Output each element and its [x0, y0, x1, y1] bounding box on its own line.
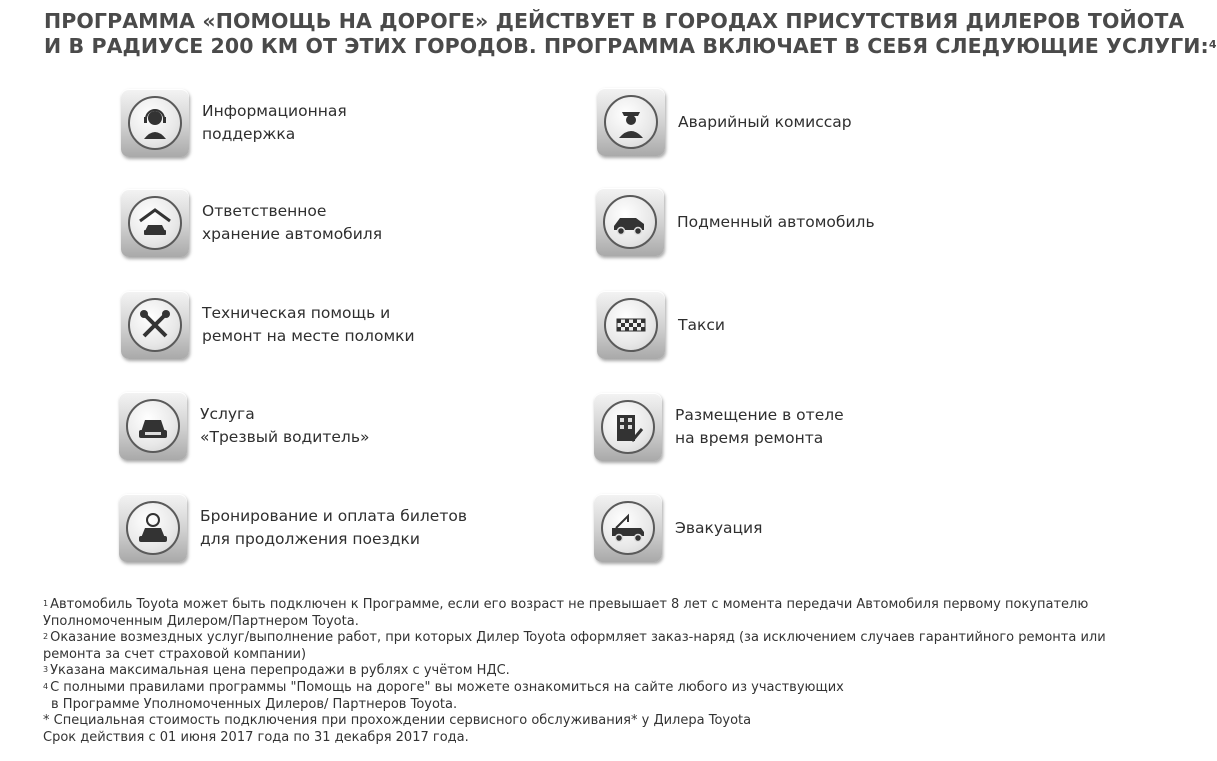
car-garage-icon — [121, 189, 189, 257]
service-label-line1: Услуга — [200, 405, 255, 423]
service-label-line2: поддержка — [202, 125, 296, 143]
service-label — [202, 200, 382, 246]
service-info-support — [121, 89, 347, 157]
tow-truck-icon — [594, 494, 662, 562]
footnote-text: Автомобиль Toyota может быть подключен к Программе, если его возраст не превышает 8 лет с момента передачи Автомобиля первому покупателю — [50, 597, 1089, 612]
service-label-line2: хранение автомобиля — [202, 225, 383, 243]
service-label — [678, 111, 852, 134]
service-taxi — [597, 291, 725, 359]
service-label-line1: Такси — [678, 315, 725, 334]
hotel-building-icon — [594, 393, 662, 461]
service-hotel — [594, 393, 844, 461]
heading-line-1: ПРОГРАММА «ПОМОЩЬ НА ДОРОГЕ» ДЕЙСТВУЕТ В ГОРОДАХ ПРИСУТСТВИЯ ДИЛЕРОВ ТОЙОТА — [44, 9, 1185, 33]
footnote-4-cont: в Программе Уполномоченных Дилеров/ Партнеров Toyota. — [51, 696, 458, 712]
car-front-icon — [119, 392, 187, 460]
service-label — [200, 403, 369, 449]
taxi-checker-icon — [597, 291, 665, 359]
service-label-line1: Бронирование и оплата билетов — [200, 507, 467, 525]
footnote-text: Оказание возмездных услуг/выполнение работ, при которых Дилер Toyota оформляет заказ-наряд (за исключением случаев гарантийного ремонта или — [50, 630, 1106, 646]
headset-operator-icon — [121, 89, 189, 157]
footnote-text: С полными правилами программы "Помощь на дороге" вы можете ознакомиться на сайте любого из участвующих — [50, 679, 844, 695]
service-evacuation — [594, 494, 762, 562]
footnote-star: * Специальная стоимость подключения при прохождении сервисного обслуживания* у Дилера Toyota — [43, 713, 752, 729]
service-label — [678, 314, 725, 337]
footnote-marker: 3 — [43, 665, 49, 675]
service-storage — [121, 189, 382, 257]
service-label — [675, 404, 844, 450]
heading-line-2 — [44, 34, 1217, 59]
service-label-line2: на время ремонта — [675, 429, 824, 447]
footnote-2-cont: ремонта за счет страховой компании) — [43, 646, 307, 662]
service-label-line2: «Трезвый водитель» — [200, 428, 370, 446]
footnote-marker: 1 — [43, 599, 49, 608]
footnote-3 — [43, 663, 1103, 680]
footnote-4 — [43, 680, 1103, 697]
officer-icon — [597, 88, 665, 156]
service-label-line1: Размещение в отеле — [675, 406, 844, 424]
page-heading — [44, 9, 1217, 59]
service-label-line2: ремонт на месте поломки — [202, 327, 415, 345]
service-sober-driver — [119, 392, 369, 460]
footnote-2 — [43, 630, 1106, 647]
car-side-icon — [596, 188, 664, 256]
footnote-marker: 4 — [43, 681, 49, 691]
service-label — [675, 517, 762, 540]
ticket-car-icon — [119, 494, 187, 562]
footnote-1-cont: Уполномоченным Дилером/Партнером Toyota. — [43, 613, 359, 629]
service-substitute-car — [596, 188, 875, 256]
heading-line-2-text: И В РАДИУСЕ 200 КМ ОТ ЭТИХ ГОРОДОВ. ПРОГРАММА ВКЛЮЧАЕТ В СЕБЯ СЛЕДУЮЩИЕ УСЛУГИ: — [44, 34, 1209, 58]
service-label-line1: Ответственное — [202, 202, 327, 220]
wrench-screwdriver-icon — [121, 291, 189, 359]
service-tickets — [119, 494, 467, 562]
footnote-1 — [43, 597, 1103, 614]
footnote-marker: 2 — [43, 632, 49, 642]
heading-footnote-ref: 4 — [1208, 38, 1217, 51]
service-label-line1: Техническая помощь и — [202, 304, 391, 322]
service-label — [202, 100, 347, 146]
service-label — [200, 505, 467, 551]
service-label-line1: Информационная — [202, 102, 347, 120]
service-label-line1: Аварийный комиссар — [678, 112, 852, 131]
service-tech-help — [121, 291, 415, 359]
service-label-line2: для продолжения поездки — [200, 530, 420, 548]
service-commissar — [597, 88, 852, 156]
service-label-line1: Эвакуация — [675, 518, 763, 537]
footnotes — [43, 597, 1106, 746]
service-label-line1: Подменный автомобиль — [677, 212, 875, 231]
service-label — [202, 302, 415, 348]
footnote-text: Указана максимальная цена перепродажи в рублях с учётом НДС. — [50, 663, 510, 679]
validity-period: Срок действия с 01 июня 2017 года по 31 декабря 2017 года. — [43, 729, 469, 745]
service-label — [677, 211, 875, 234]
